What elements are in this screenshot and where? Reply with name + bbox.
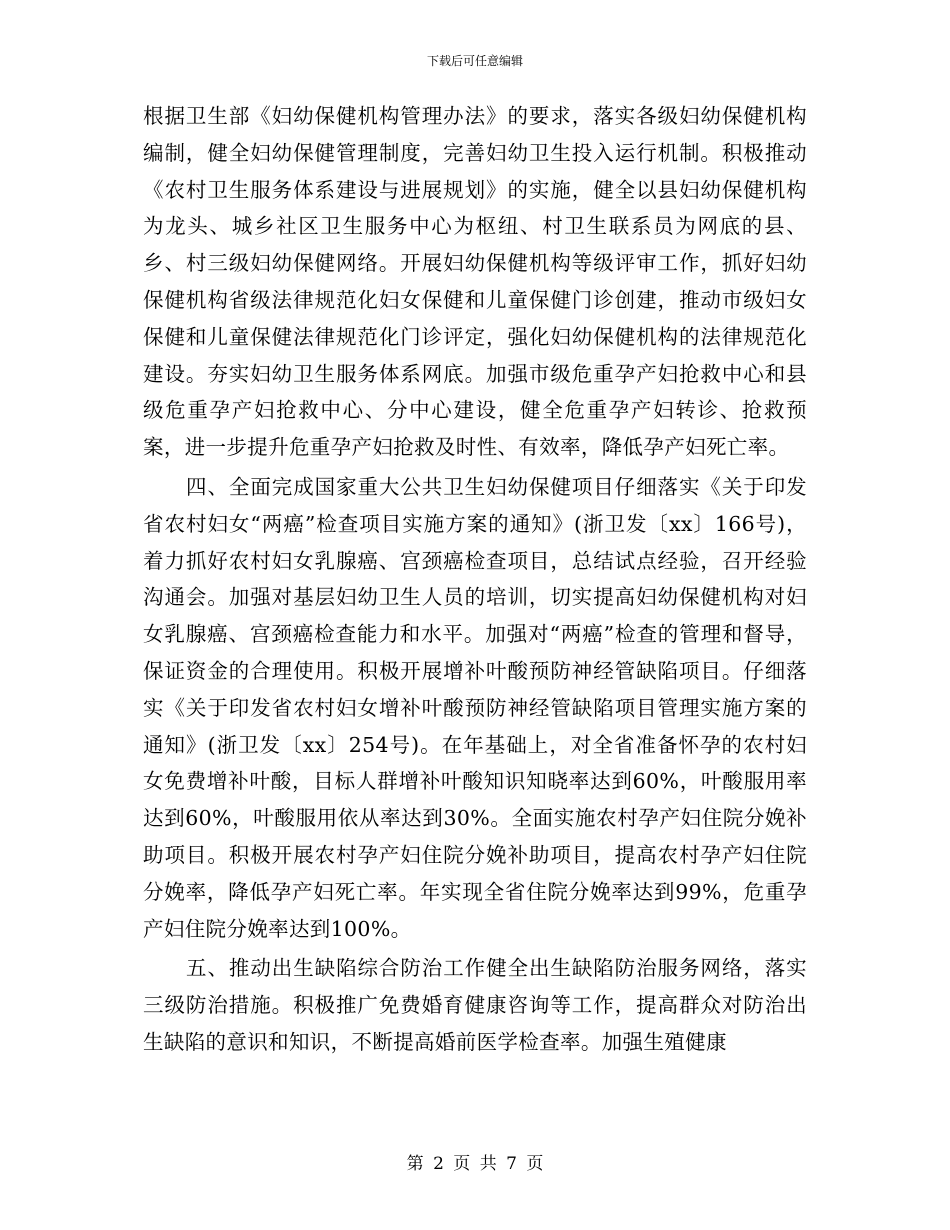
paragraph-2: 四、全面完成国家重大公共卫生妇幼保健项目仔细落实《关于印发省农村妇女“两癌”检查项目实施方案的通知》(浙卫发〔xx〕166号)，着力抓好农村妇女乳腺癌、宫颈癌检查项目，总结试点经验，召开经验沟通会。加强对基层妇幼卫生人员的培训，切实提高妇幼保健机构对妇女乳腺癌、宫颈癌检查能力和水平。加强对“两癌”检查的管理和督导，保证资金的合理使用。积极开展增补叶酸预防神经管缺陷项目。仔细落实《关于印发省农村妇女增补叶酸预防神经管缺陷项目管理实施方案的通知》(浙卫发〔xx〕254号)。在年基础上，对全省准备怀孕的农村妇女免费增补叶酸，目标人群增补叶酸知识知晓率达到60%，叶酸服用率达到60%，叶酸服用依从率达到30%。全面实施农村孕产妇住院分娩补助项目。积极开展农村孕产妇住院分娩补助项目，提高农村孕产妇住院分娩率，降低孕产妇死亡率。年实现全省住院分娩率达到99%，危重孕产妇住院分娩率达到100%。 bbox=[143, 474, 807, 941]
paragraph-1: 根据卫生部《妇幼保健机构管理办法》的要求，落实各级妇幼保健机构编制，健全妇幼保健管理制度，完善妇幼卫生投入运行机制。积极推动《农村卫生服务体系建设与进展规划》的实施，健全以县妇幼保健机构为龙头、城乡社区卫生服务中心为枢纽、村卫生联系员为网底的县、乡、村三级妇幼保健网络。开展妇幼保健机构等级评审工作，抓好妇幼保健机构省级法律规范化妇女保健和儿童保健门诊创建，推动市级妇女保健和儿童保健法律规范化门诊评定，强化妇幼保健机构的法律规范化建设。夯实妇幼卫生服务体系网底。加强市级危重孕产妇抢救中心和县级危重孕产妇抢救中心、分中心建设，健全危重孕产妇转诊、抢救预案，进一步提升危重孕产妇抢救及时性、有效率，降低孕产妇死亡率。 bbox=[143, 104, 807, 460]
page-header-note: 下载后可任意编辑 bbox=[426, 54, 523, 68]
paragraph-3: 五、推动出生缺陷综合防治工作健全出生缺陷防治服务网络，落实三级防治措施。积极推广免费婚育健康咨询等工作，提高群众对防治出生缺陷的意识和知识，不断提高婚前医学检查率。加强生殖健康 bbox=[143, 956, 807, 1054]
document-body bbox=[143, 98, 807, 1064]
page-number-footer: 第 2 页 共 7 页 bbox=[406, 1154, 544, 1174]
